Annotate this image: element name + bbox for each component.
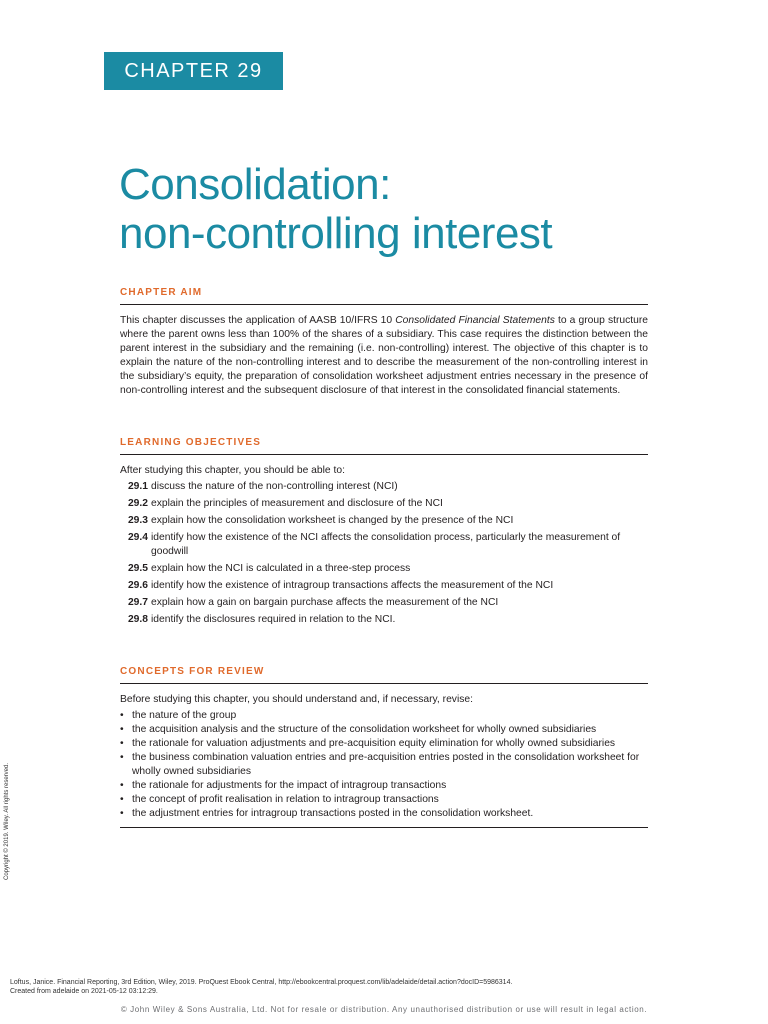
list-item-text: the rationale for adjustments for the impact of intragroup transactions — [132, 780, 447, 791]
learning-objectives-section — [120, 437, 648, 630]
bullet-icon: • — [120, 710, 124, 721]
learning-objectives-heading: LEARNING OBJECTIVES — [120, 437, 648, 455]
learning-objective-text: explain how the consolidation worksheet is changed by the presence of the NCI — [151, 515, 514, 526]
learning-objective-item — [120, 514, 648, 528]
learning-objective-number: 29.3 — [127, 515, 148, 526]
learning-objective-item — [120, 531, 648, 559]
list-item — [120, 779, 648, 793]
list-item — [120, 807, 648, 821]
list-item-text: the concept of profit realisation in relation to intragroup transactions — [132, 794, 439, 805]
footer-citation-line-1: Loftus, Janice. Financial Reporting, 3rd Edition, Wiley, 2019. ProQuest Ebook Central, http://ebookcentral.proquest.com/lib/adelaide/detail.action?docID=5986314. — [10, 979, 513, 986]
list-item — [120, 751, 648, 779]
concepts-for-review-intro: Before studying this chapter, you should understand and, if necessary, revise: — [120, 694, 473, 705]
learning-objective-number: 29.4 — [127, 532, 148, 543]
learning-objectives-list — [120, 480, 648, 627]
bullet-icon: • — [120, 738, 124, 749]
learning-objective-number: 29.1 — [127, 481, 148, 492]
section-divider — [120, 821, 648, 828]
learning-objective-number: 29.8 — [127, 614, 148, 625]
list-item — [120, 793, 648, 807]
bullet-icon: • — [120, 752, 124, 763]
learning-objective-text: identify how the existence of the NCI affects the consolidation process, particularly the measurement of goodwill — [151, 532, 621, 557]
learning-objective-number: 29.2 — [127, 498, 148, 509]
learning-objective-number: 29.6 — [127, 580, 148, 591]
chapter-aim-heading: CHAPTER AIM — [120, 287, 648, 305]
footer-citation-line-2: Created from adelaide on 2021-05-12 03:12:29. — [10, 988, 158, 995]
concepts-for-review-body — [120, 693, 648, 828]
bullet-icon: • — [120, 794, 124, 805]
chapter-aim-text-start: This chapter discusses the application of AASB 10/IFRS 10 — [120, 315, 396, 326]
learning-objective-text: identify how the existence of intragroup transactions affects the measurement of the NCI — [151, 580, 554, 591]
concepts-for-review-heading: CONCEPTS FOR REVIEW — [120, 666, 648, 684]
bullet-icon: • — [120, 780, 124, 791]
learning-objectives-body — [120, 464, 648, 627]
learning-objective-number: 29.7 — [127, 597, 148, 608]
bullet-icon: • — [120, 808, 124, 819]
concepts-for-review-section — [120, 666, 648, 828]
list-item-text: the nature of the group — [132, 710, 237, 721]
chapter-aim-section — [120, 287, 648, 398]
learning-objective-text: identify the disclosures required in relation to the NCI. — [151, 614, 396, 625]
learning-objective-item — [120, 497, 648, 511]
list-item-text: the adjustment entries for intragroup transactions posted in the consolidation worksheet. — [132, 808, 534, 819]
footer-citation — [10, 978, 512, 996]
list-item — [120, 709, 648, 723]
chapter-title — [119, 160, 552, 258]
chapter-aim-text — [120, 314, 648, 398]
chapter-aim-text-italic: Consolidated Financial Statements — [395, 315, 555, 326]
footer-legal-notice: © John Wiley & Sons Australia, Ltd. Not for resale or distribution. Any unauthorised distribution or use will result in legal action. — [120, 1005, 648, 1014]
learning-objective-item — [120, 579, 648, 593]
learning-objective-text: discuss the nature of the non-controlling interest (NCI) — [151, 481, 398, 492]
list-item-text: the rationale for valuation adjustments and pre-acquisition equity elimination for wholly owned subsidiaries — [132, 738, 616, 749]
side-copyright — [4, 756, 14, 886]
learning-objective-text: explain how a gain on bargain purchase affects the measurement of the NCI — [151, 597, 499, 608]
bullet-icon: • — [120, 724, 124, 735]
list-item — [120, 737, 648, 751]
chapter-title-line-2: non-controlling interest — [119, 209, 553, 258]
learning-objective-text: explain the principles of measurement and disclosure of the NCI — [151, 498, 443, 509]
list-item-text: the acquisition analysis and the structure of the consolidation worksheet for wholly owned subsidiaries — [132, 724, 597, 735]
learning-objective-item — [120, 613, 648, 627]
chapter-aim-body — [120, 314, 648, 398]
learning-objectives-intro: After studying this chapter, you should be able to: — [120, 465, 345, 476]
chapter-aim-text-end: to a group structure where the parent owns less than 100% of the shares of a subsidiary. This case requires the distinction between the parent interest in the subsidiary and the remaining (i.e. non-controlling) interest. The objective of this chapter is to explain the nature of the non-controlling interest and to describe the measurement of the non-controlling interest in the subsidiary’s equity, the preparation of consolidation worksheet adjustment entries necessary in the presence of non-controlling interest and the subsequent disclosure of that interest in the consolidated financial statements. — [120, 315, 649, 396]
learning-objective-item — [120, 480, 648, 494]
chapter-badge: CHAPTER 29 — [104, 52, 283, 90]
chapter-title-line-1: Consolidation: — [119, 160, 391, 209]
list-item — [120, 723, 648, 737]
concepts-for-review-list — [120, 709, 648, 821]
learning-objective-item — [120, 562, 648, 576]
learning-objective-text: explain how the NCI is calculated in a three-step process — [151, 563, 411, 574]
side-copyright-text: Copyright © 2019. Wiley. All rights reserved. — [4, 762, 10, 880]
list-item-text: the business combination valuation entries and pre-acquisition entries posted in the consolidation worksheet for wholly owned subsidiaries — [132, 752, 640, 777]
learning-objective-number: 29.5 — [127, 563, 148, 574]
learning-objective-item — [120, 596, 648, 610]
